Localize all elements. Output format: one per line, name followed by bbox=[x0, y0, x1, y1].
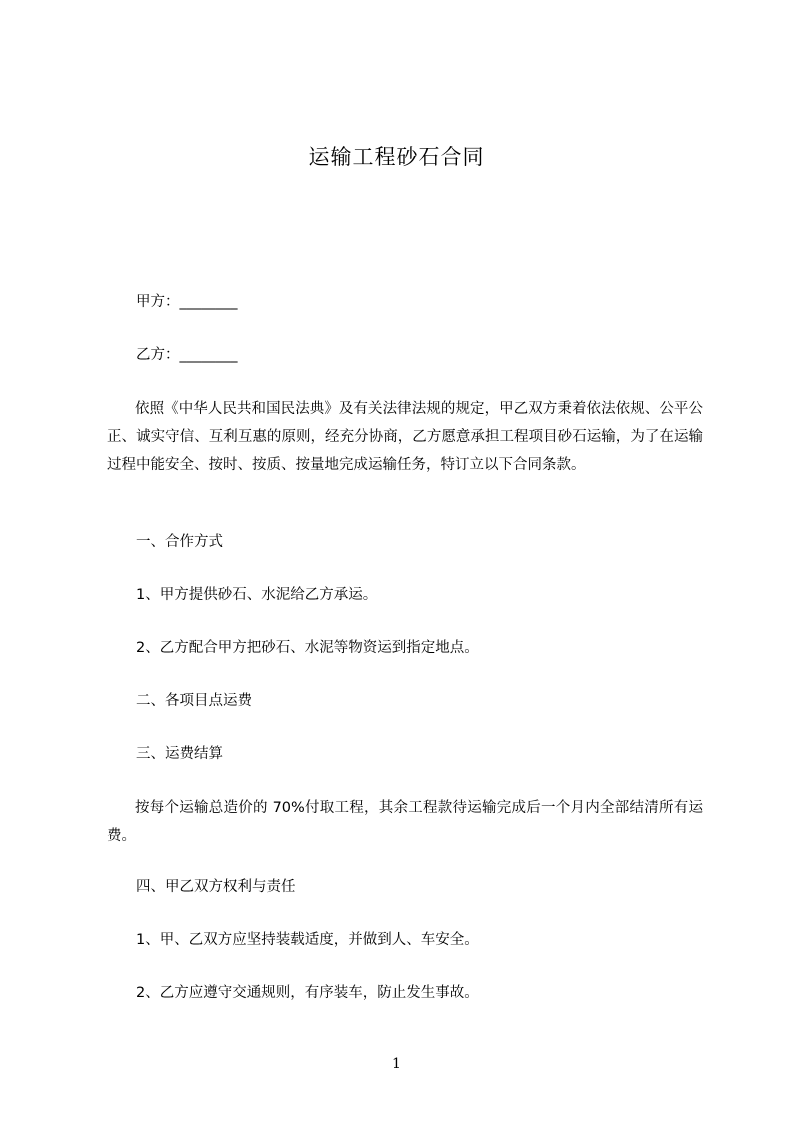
page-number: 1 bbox=[392, 1056, 401, 1072]
section-heading-cooperation: 一、合作方式 bbox=[136, 534, 223, 550]
contract-title: 运输工程砂石合同 bbox=[308, 145, 485, 169]
section-heading-rights: 四、甲乙双方权利与责任 bbox=[136, 879, 296, 895]
section-heading-settlement: 三、运费结算 bbox=[136, 746, 223, 762]
cooperation-item-2: 2、乙方配合甲方把砂石、水泥等物资运到指定地点。 bbox=[136, 640, 479, 656]
rights-item-1: 1、甲、乙双方应坚持装载适度，并做到人、车安全。 bbox=[136, 932, 479, 948]
party-a-line: 甲方：________ bbox=[136, 294, 238, 310]
section-heading-freight: 二、各项目点运费 bbox=[136, 693, 252, 709]
party-b-line: 乙方：________ bbox=[136, 347, 238, 363]
intro-paragraph: 依照《中华人民共和国民法典》及有关法律法规的规定，甲乙双方秉着依法依规、公平公正、诚实守信、互利互惠的原则，经充分协商，乙方愿意承担工程项目砂石运输，为了在运输过程中能安全、按时、按质、按量地完成运输任务，特订立以下合同条款。 bbox=[107, 401, 703, 473]
settlement-paragraph: 按每个运输总造价的 70%付取工程，其余工程款待运输完成后一个月内全部结清所有运费。 bbox=[107, 800, 703, 844]
rights-item-2: 2、乙方应遵守交通规则，有序装车，防止发生事故。 bbox=[136, 985, 479, 1001]
cooperation-item-1: 1、甲方提供砂石、水泥给乙方承运。 bbox=[136, 587, 378, 603]
